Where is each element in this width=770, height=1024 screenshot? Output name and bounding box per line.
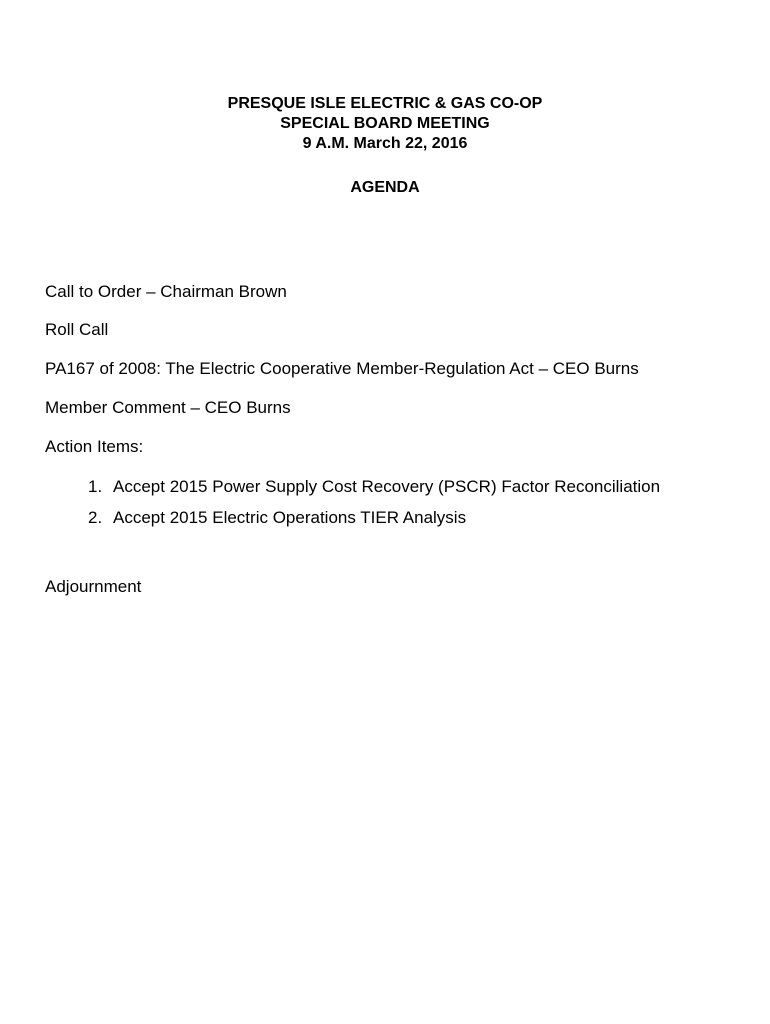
list-item-number: 1. xyxy=(88,477,103,496)
list-item-text: Accept 2015 Power Supply Cost Recovery (PSCR) Factor Reconciliation xyxy=(113,477,661,496)
agenda-item-action-items: Action Items: xyxy=(45,437,144,456)
agenda-item-roll-call: Roll Call xyxy=(45,320,109,339)
meeting-datetime: 9 A.M. March 22, 2016 xyxy=(302,135,468,152)
agenda-item-adjournment: Adjournment xyxy=(45,577,142,596)
action-items-list xyxy=(88,477,660,539)
agenda-title: AGENDA xyxy=(350,179,420,196)
meeting-title: SPECIAL BOARD MEETING xyxy=(280,115,490,132)
list-item xyxy=(88,477,660,497)
agenda-item-call-to-order: Call to Order – Chairman Brown xyxy=(45,282,287,301)
organization-name: PRESQUE ISLE ELECTRIC & GAS CO-OP xyxy=(227,95,543,112)
agenda-item-member-comment: Member Comment – CEO Burns xyxy=(45,398,291,417)
document-header xyxy=(0,94,770,154)
agenda-item-pa167: PA167 of 2008: The Electric Cooperative Member-Regulation Act – CEO Burns xyxy=(45,359,639,378)
list-item-number: 2. xyxy=(88,508,103,527)
list-item-text: Accept 2015 Electric Operations TIER Analysis xyxy=(113,508,467,527)
list-item xyxy=(88,508,660,528)
